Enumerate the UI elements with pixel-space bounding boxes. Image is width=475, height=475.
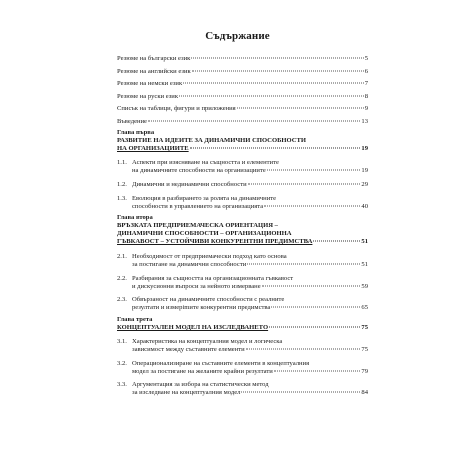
chapter-title-line: ВРЪЗКАТА ПРЕДПРИЕМАЧЕСКА ОРИЕНТАЦИЯ – <box>117 222 278 229</box>
toc-entry <box>117 80 368 88</box>
toc-page-number: 6 <box>364 67 368 75</box>
chapter-title <box>117 222 368 247</box>
toc-entry-text: Резюме на български език <box>117 55 191 62</box>
chapter-title <box>117 137 368 153</box>
dot-leader <box>247 264 360 265</box>
section-text-line: зависимост между съставните елементи <box>132 346 245 354</box>
dot-leader <box>267 170 361 171</box>
chapter-title-line: КОНЦЕПТУАЛЕН МОДЕЛ НА ИЗСЛЕДВАНЕТО <box>117 324 269 331</box>
dot-leader <box>191 58 363 59</box>
chapter-title-line: НА ОРГАНИЗАЦИИТЕ <box>117 145 189 153</box>
section-text-line: Разбирания за същността на организационната гъвкавост <box>132 275 294 282</box>
section-text-line: Обвързаност на динамичните способности с реалните <box>132 296 285 303</box>
dot-leader <box>192 70 364 71</box>
dot-leader <box>271 307 360 308</box>
toc-page-number: 75 <box>361 324 368 331</box>
dot-leader <box>246 349 361 350</box>
toc-entry-text: Въведение <box>117 117 147 125</box>
toc-page-number: 19 <box>361 167 368 175</box>
dot-leader <box>248 184 361 185</box>
toc-entry-text: Списък на таблици, фигури и приложения <box>117 105 236 112</box>
toc-page-number: 59 <box>361 283 368 291</box>
dot-leader <box>264 206 360 207</box>
section-text-line: Аргументация за избора на статистически метод <box>132 381 269 388</box>
section-text-line: за изследване на концептуалния модел <box>132 389 241 397</box>
section-number: 2.1. <box>117 253 127 260</box>
section-text-line: Операционализиране на съставните елементи в концептуалния <box>132 360 310 367</box>
chapter-title-line: РАЗВИТИЕ НА ИДЕИТЕ ЗА ДИНАМИЧНИ СПОСОБНОСТИ <box>117 137 307 144</box>
section-text-line: Аспекти при изясняване на същността и елементите <box>132 159 279 166</box>
section-number: 1.2. <box>117 181 127 188</box>
chapter-title-line: ГЪВКАВОСТ – УСТОЙЧИВИ КОНКУРЕНТНИ ПРЕДИМСТВА <box>117 238 313 246</box>
section-text-line: на динамичните способности на организациите <box>132 167 266 175</box>
section-number: 3.2. <box>117 360 127 367</box>
section-number: 3.1. <box>117 338 127 345</box>
toc-entry-text: Резюме на руски език <box>117 92 179 100</box>
dot-leader <box>274 371 361 372</box>
toc-entry <box>117 105 368 113</box>
toc-entry <box>117 118 368 126</box>
toc-page-number: 84 <box>361 389 368 397</box>
toc-page-number: 65 <box>361 304 368 312</box>
toc-page-number: 19 <box>361 145 368 153</box>
toc-entry <box>117 68 368 76</box>
dot-leader <box>179 95 364 96</box>
toc-entry <box>117 55 368 63</box>
dot-leader <box>237 108 364 109</box>
dot-leader <box>262 286 361 287</box>
toc-page-number: 13 <box>361 117 368 125</box>
toc-entry-text: Резюме на английски език <box>117 67 191 75</box>
chapter-title <box>117 324 368 332</box>
chapter-label: Глава първа <box>117 129 155 136</box>
dot-leader <box>190 148 361 149</box>
section-text-line: Характеристика на концептуалния модел и логическа <box>132 338 283 345</box>
toc-entry-text: Резюме на немски език <box>117 80 183 87</box>
toc-page-number: 51 <box>361 238 368 246</box>
section-number: 1.3. <box>117 195 127 202</box>
section-text-line: способности в управлението на организацията <box>132 203 264 211</box>
section-number: 3.3. <box>117 381 127 388</box>
dot-leader <box>148 120 360 121</box>
section-text-line: Динамични и нединамични способности <box>132 181 247 188</box>
page-title: Съдържание <box>205 30 270 42</box>
section-text-line: Еволюция в разбирането за ролята на динамичните <box>132 195 277 202</box>
chapter-title-line: ДИНАМИЧНИ СПОСОБНОСТИ – ОРГАНИЗАЦИОННА <box>117 230 292 238</box>
chapter-label: Глава трета <box>117 316 153 323</box>
section-text-line: резултати и измерimите конкурентни предимства <box>132 304 271 312</box>
section-text-line: модел за постигане на желаните крайни резултати <box>132 368 273 376</box>
dot-leader <box>269 327 360 328</box>
toc-page-number: 40 <box>361 203 368 211</box>
section-number: 1.1. <box>117 159 127 166</box>
toc-page-number: 7 <box>364 80 368 87</box>
toc-page-number: 75 <box>361 346 368 354</box>
section-text-line: и дискусионни въпроси за нейното измерване <box>132 283 261 291</box>
toc-entry <box>117 93 368 101</box>
section-number: 2.2. <box>117 275 127 282</box>
toc-page-number: 8 <box>364 92 368 100</box>
toc-page-number: 9 <box>364 105 368 112</box>
toc-page-number: 51 <box>361 261 368 269</box>
section-text-line: Необходимост от предприемачески подход като основа <box>132 253 287 260</box>
section-number: 2.3. <box>117 296 127 303</box>
section-text-line: за постигане на динамични способности <box>132 261 247 269</box>
chapter-label: Глава втора <box>117 214 153 221</box>
toc-page-number: 29 <box>361 181 368 188</box>
toc-page-number: 5 <box>364 55 368 62</box>
dot-leader <box>183 83 364 84</box>
dot-leader <box>313 241 360 242</box>
dot-leader <box>241 392 360 393</box>
toc-page-number: 79 <box>361 368 368 376</box>
